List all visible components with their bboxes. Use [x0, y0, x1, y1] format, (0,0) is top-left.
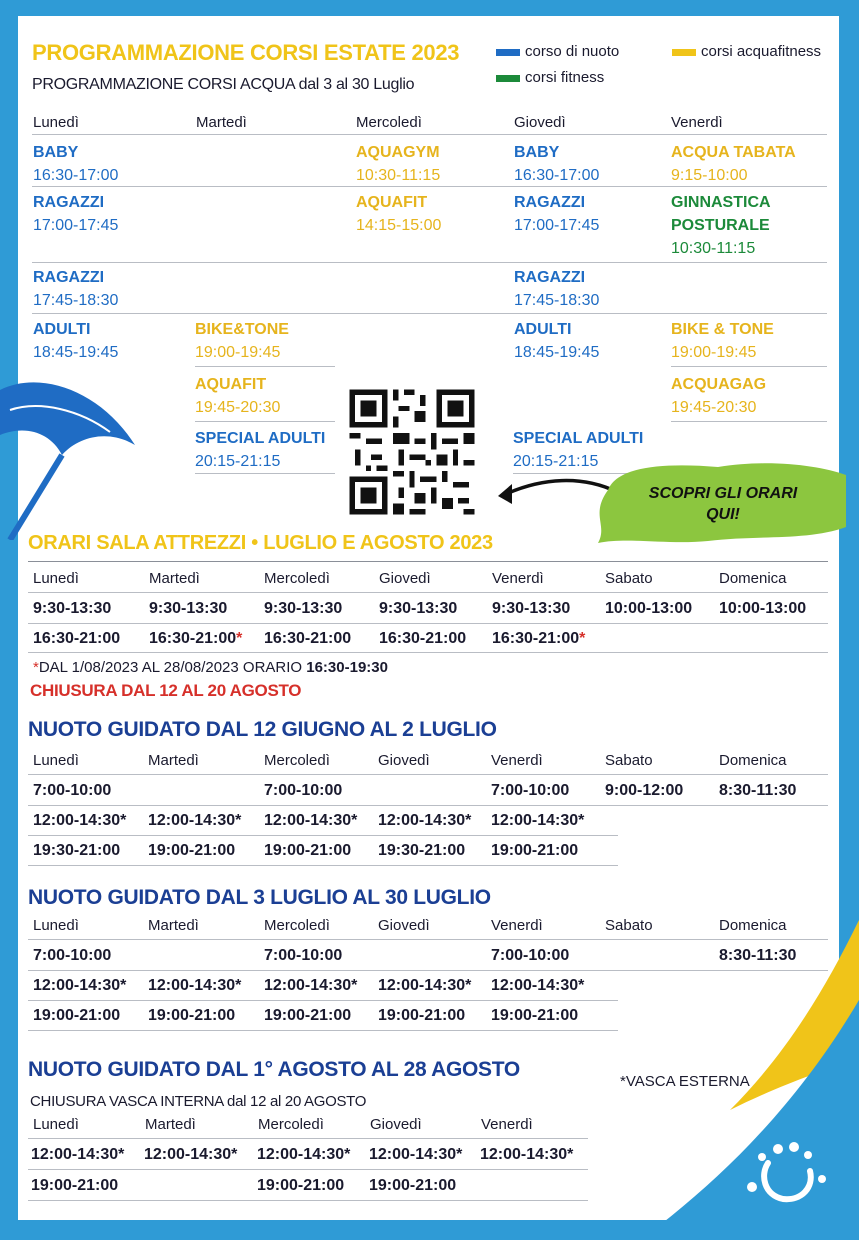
gym-rule [28, 652, 828, 653]
swim1-cell: 12:00-14:30* [33, 812, 127, 829]
gym-day: Sabato [605, 570, 653, 587]
courses-row-rule [32, 313, 827, 314]
swim2-cell: 7:00-10:00 [33, 947, 112, 964]
swim2-cell: 12:00-14:30* [491, 977, 585, 994]
swim2-cell: 19:00-21:00 [148, 1007, 236, 1024]
swim1-cell: 19:00-21:00 [264, 842, 352, 859]
swim1-rule [28, 805, 828, 806]
gym-rule [28, 623, 828, 624]
swim1-cell: 19:30-21:00 [33, 842, 121, 859]
swim2-rule [28, 1000, 618, 1001]
swim1-cell: 12:00-14:30* [491, 812, 585, 829]
gym-day: Giovedì [379, 570, 431, 587]
legend-aqua-swatch [672, 49, 696, 56]
swim2-day: Martedì [148, 917, 199, 934]
swim1-day: Giovedì [378, 752, 430, 769]
swim1-title: NUOTO GUIDATO DAL 12 GIUGNO AL 2 LUGLIO [28, 718, 497, 741]
swim1-cell: 19:00-21:00 [491, 842, 579, 859]
footnote-vasca-esterna: *VASCA ESTERNA [620, 1073, 750, 1090]
swim1-day: Domenica [719, 752, 787, 769]
swim3-subtitle: CHIUSURA VASCA INTERNA dal 12 al 20 AGOSTO [30, 1093, 367, 1110]
courses-day-tue: Martedì [196, 114, 247, 131]
legend-aqua-label: corsi acquafitness [701, 43, 822, 60]
swim1-cell: 12:00-14:30* [378, 812, 472, 829]
umbrella-icon [0, 370, 150, 540]
course-item: BIKE & TONE 19:00-19:45 [671, 321, 774, 361]
course-item: AQUAFIT 14:15-15:00 [356, 194, 442, 234]
course-item: BIKE&TONE 19:00-19:45 [195, 321, 289, 361]
page-title: PROGRAMMAZIONE CORSI ESTATE 2023 [32, 40, 460, 65]
swim3-cell: 19:00-21:00 [257, 1177, 345, 1194]
swim2-cell: 12:00-14:30* [378, 977, 472, 994]
swim3-cell: 12:00-14:30* [480, 1146, 574, 1163]
swim2-cell: 12:00-14:30* [33, 977, 127, 994]
swim1-rule [28, 835, 618, 836]
gym-cell: 9:30-13:30 [264, 600, 343, 617]
swim3-day: Martedì [145, 1116, 196, 1133]
courses-row-rule [195, 421, 335, 422]
swim2-cell: 12:00-14:30* [264, 977, 358, 994]
gym-day: Martedì [149, 570, 200, 587]
swim1-cell: 12:00-14:30* [264, 812, 358, 829]
qr-code[interactable] [344, 384, 480, 520]
logo-icon [738, 1135, 828, 1210]
swim1-cell: 19:00-21:00 [148, 842, 236, 859]
swim1-day: Martedì [148, 752, 199, 769]
swim3-cell: 19:00-21:00 [369, 1177, 457, 1194]
courses-row-rule [195, 473, 335, 474]
course-item: RAGAZZI 17:45-18:30 [33, 269, 119, 309]
swim2-rule [28, 1030, 618, 1031]
legend-swim [496, 43, 619, 60]
swim2-cell: 19:00-21:00 [491, 1007, 579, 1024]
swim3-title: NUOTO GUIDATO DAL 1° AGOSTO AL 28 AGOSTO [28, 1058, 520, 1081]
callout-text[interactable]: SCOPRI GLI ORARI QUI! [648, 485, 798, 523]
swim1-day: Mercoledì [264, 752, 330, 769]
course-item: SPECIAL ADULTI 20:15-21:15 [195, 430, 326, 470]
swim1-cell: 7:00-10:00 [491, 782, 570, 799]
swim3-day: Venerdì [481, 1116, 533, 1133]
courses-row-rule [671, 366, 827, 367]
course-item: ACQUAGAG 19:45-20:30 [671, 376, 767, 416]
page-subtitle: PROGRAMMAZIONE CORSI ACQUA dal 3 al 30 Luglio [32, 76, 415, 93]
swim1-cell: 7:00-10:00 [264, 782, 343, 799]
swim2-day: Giovedì [378, 917, 430, 934]
gym-title: ORARI SALA ATTREZZI • LUGLIO E AGOSTO 2023 [28, 532, 493, 554]
gym-cell: 16:30-21:00 [379, 630, 467, 647]
gym-cell: 16:30-21:00 [33, 630, 121, 647]
course-item: ADULTI 18:45-19:45 [514, 321, 600, 361]
gym-day: Venerdì [492, 570, 544, 587]
swim3-day: Giovedì [370, 1116, 422, 1133]
gym-cell: 10:00-13:00 [719, 600, 807, 617]
swim2-day: Lunedì [33, 917, 79, 934]
course-item: AQUAGYM 10:30-11:15 [356, 144, 441, 184]
legend-aqua [672, 43, 821, 60]
course-item: SPECIAL ADULTI 20:15-21:15 [513, 430, 644, 470]
courses-row-rule [32, 262, 827, 263]
swim1-rule [28, 865, 618, 866]
gym-closure: CHIUSURA DAL 12 AL 20 AGOSTO [30, 681, 302, 700]
gym-cell: 9:30-13:30 [33, 600, 112, 617]
gym-rule [28, 592, 828, 593]
course-item: ADULTI 18:45-19:45 [33, 321, 119, 361]
swim3-day: Mercoledì [258, 1116, 324, 1133]
legend-fitness [496, 69, 604, 86]
courses-day-fri: Venerdì [671, 114, 723, 131]
swim2-cell: 7:00-10:00 [264, 947, 343, 964]
courses-row-rule [671, 421, 827, 422]
gym-cell: 10:00-13:00 [605, 600, 693, 617]
swim2-rule [28, 939, 828, 940]
gym-cell: 9:30-13:30 [492, 600, 571, 617]
course-item: BABY 16:30-17:00 [514, 144, 600, 184]
swim3-rule [28, 1200, 588, 1201]
gym-note: *DAL 1/08/2023 AL 28/08/2023 ORARIO 16:30-19:30 [33, 659, 388, 676]
swim1-day: Venerdì [491, 752, 543, 769]
swim1-cell: 8:30-11:30 [719, 782, 797, 799]
swim2-day: Domenica [719, 917, 787, 934]
legend-fitness-swatch [496, 75, 520, 82]
gym-day: Mercoledì [264, 570, 330, 587]
course-item: RAGAZZI 17:00-17:45 [33, 194, 119, 234]
courses-row-rule [32, 186, 827, 187]
swim1-cell: 9:00-12:00 [605, 782, 684, 799]
swim1-day: Sabato [605, 752, 653, 769]
swim1-cell: 12:00-14:30* [148, 812, 242, 829]
legend-fitness-label: corsi fitness [525, 69, 605, 86]
swim2-cell: 12:00-14:30* [148, 977, 242, 994]
gym-day: Lunedì [33, 570, 79, 587]
course-item: BABY 16:30-17:00 [33, 144, 119, 184]
swim2-rule [28, 970, 828, 971]
swim3-cell: 19:00-21:00 [31, 1177, 119, 1194]
gym-cell: 16:30-21:00* [492, 630, 586, 647]
swim3-rule [28, 1169, 588, 1170]
swim2-cell: 19:00-21:00 [378, 1007, 466, 1024]
courses-day-wed: Mercoledì [356, 114, 422, 131]
swim2-cell: 19:00-21:00 [33, 1007, 121, 1024]
swim2-day: Sabato [605, 917, 653, 934]
swim1-rule [28, 774, 828, 775]
swim1-day: Lunedì [33, 752, 79, 769]
course-item: ACQUA TABATA 9:15-10:00 [671, 144, 796, 184]
swim1-cell: 19:30-21:00 [378, 842, 466, 859]
gym-cell: 16:30-21:00 [264, 630, 352, 647]
swim2-cell: 19:00-21:00 [264, 1007, 352, 1024]
gym-cell: 9:30-13:30 [379, 600, 458, 617]
gym-cell: 9:30-13:30 [149, 600, 228, 617]
courses-row-rule [195, 366, 335, 367]
swim3-rule [28, 1138, 588, 1139]
swim2-day: Mercoledì [264, 917, 330, 934]
courses-day-thu: Giovedì [514, 114, 566, 131]
course-item: GINNASTICA POSTURALE 10:30-11:15 [671, 194, 771, 257]
swim2-title: NUOTO GUIDATO DAL 3 LUGLIO AL 30 LUGLIO [28, 886, 491, 909]
course-item: RAGAZZI 17:00-17:45 [514, 194, 600, 234]
swim3-cell: 12:00-14:30* [257, 1146, 351, 1163]
swim1-cell: 7:00-10:00 [33, 782, 112, 799]
legend-swim-swatch [496, 49, 520, 56]
gym-day: Domenica [719, 570, 787, 587]
swim3-cell: 12:00-14:30* [144, 1146, 238, 1163]
course-item: AQUAFIT 19:45-20:30 [195, 376, 281, 416]
gym-cell: 16:30-21:00* [149, 630, 243, 647]
swim2-day: Venerdì [491, 917, 543, 934]
swim3-cell: 12:00-14:30* [31, 1146, 125, 1163]
courses-day-mon: Lunedì [33, 114, 79, 131]
swim2-cell: 8:30-11:30 [719, 947, 797, 964]
courses-header-rule [32, 134, 827, 135]
legend-swim-label: corso di nuoto [525, 43, 620, 60]
swim3-cell: 12:00-14:30* [369, 1146, 463, 1163]
swim3-day: Lunedì [33, 1116, 79, 1133]
swim2-cell: 7:00-10:00 [491, 947, 570, 964]
course-item: RAGAZZI 17:45-18:30 [514, 269, 600, 309]
gym-title-rule [28, 561, 828, 562]
